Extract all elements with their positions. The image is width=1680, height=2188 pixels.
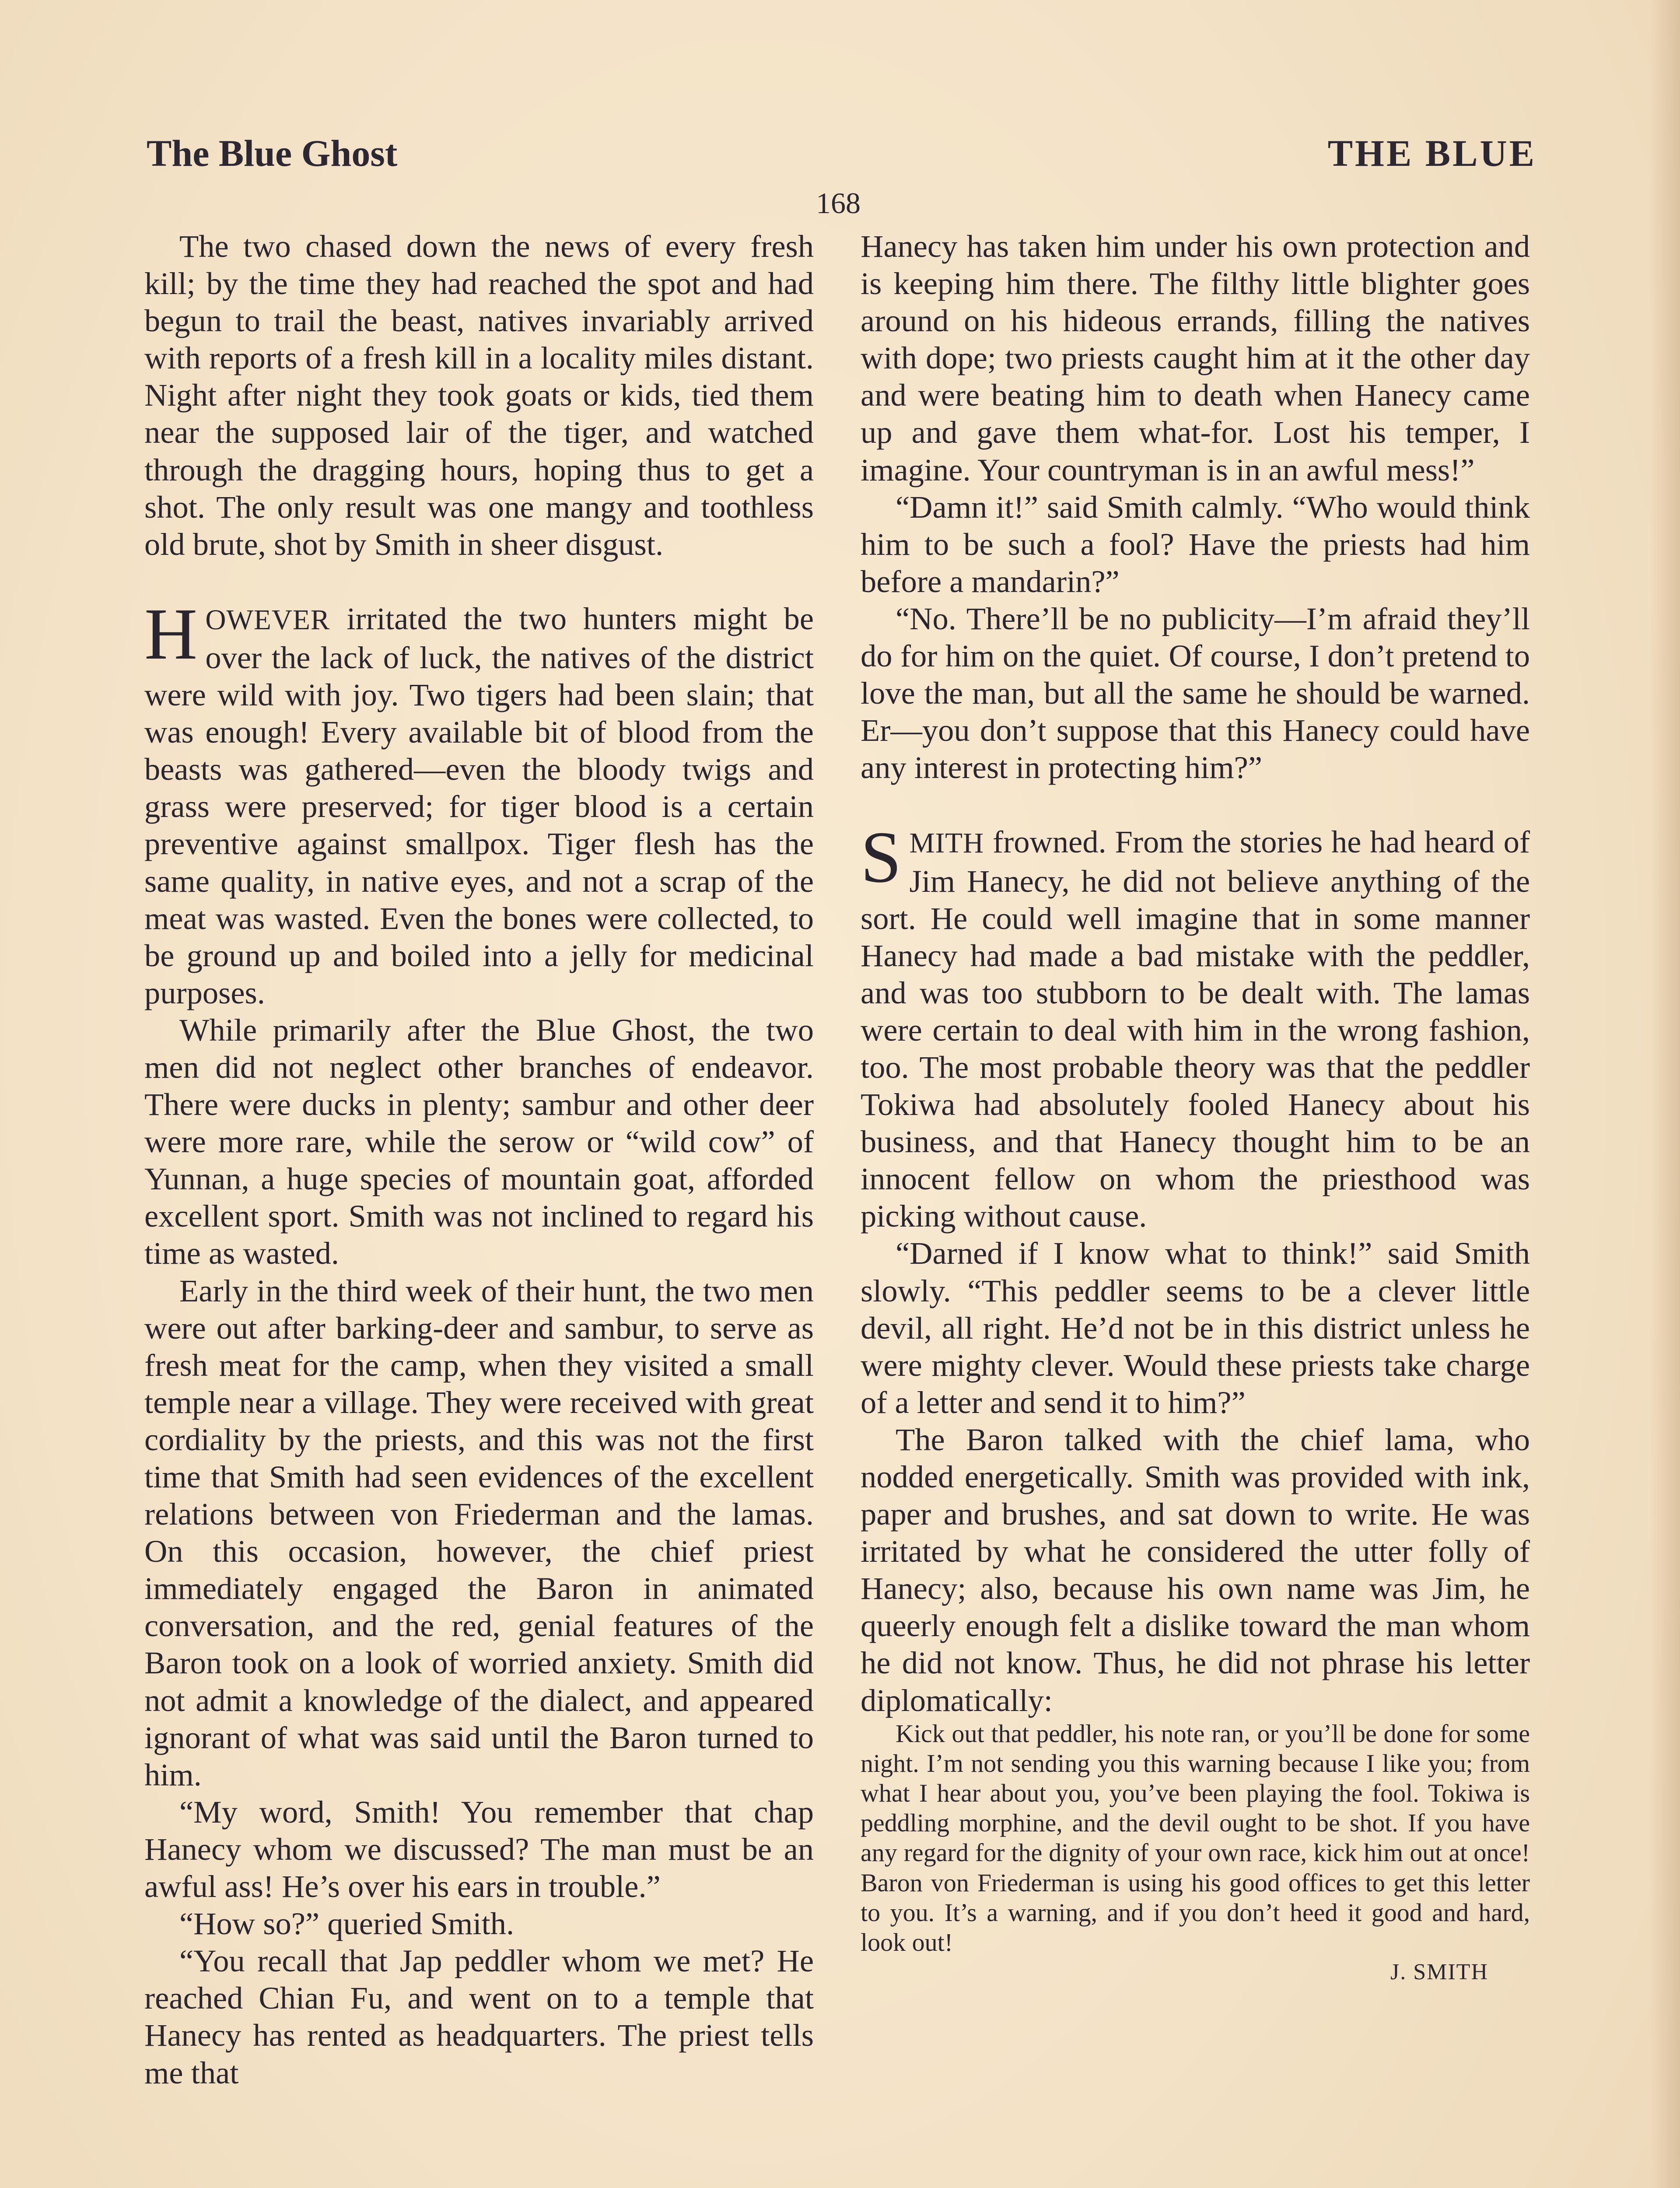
lead-in: MITH xyxy=(909,828,984,859)
right-column xyxy=(861,228,1530,1987)
page-number: 168 xyxy=(816,186,861,220)
running-head-right: THE BLUE xyxy=(1327,132,1536,174)
paragraph: Hanecy has taken him under his own protection and is keeping him there. The filthy little blighter goes around on his hideous errands, filling the natives with dope; two priests caught him at it the other day and were beating him to death when Hanecy came up and gave them what-for. Lost his temper, I imagine. Your countryman is in an awful mess!” xyxy=(861,228,1530,487)
paragraph: “You recall that Jap peddler whom we met? He reached Chian Fu, and went on to a temple that Hanecy has rented as headquarters. The priest tells me that xyxy=(144,1943,814,2090)
paragraph: The Baron talked with the chief lama, who nodded energetically. Smith was provided with ink, paper and brushes, and sat down to write. He was irritated by what he considered the utter folly of Hanecy; also, because his own name was Jim, he queerly enough felt a dislike toward the man whom he did not know. Thus, he did not phrase his letter diplomatically: xyxy=(861,1421,1530,1718)
paragraph: The two chased down the news of every fresh kill; by the time they had reached the spot and had begun to trail the beast, natives invariably arrived with reports of a fresh kill in a locality miles distant. Night after night they took goats or kids, tied them near the supposed lair of the tiger, and watched through the dragging hours, hoping thus to get a shot. The only result was one mangy and toothless old brute, shot by Smith in sheer disgust. xyxy=(144,228,814,562)
paragraph: “No. There’ll be no publicity—I’m afraid they’ll do for him on the quiet. Of course, I don’t pretend to love the man, but all the same he should be warned. Er—you don’t suppose that this Hanecy could have any interest in protecting him?” xyxy=(861,600,1530,785)
left-column xyxy=(144,228,814,2091)
letter-signature: J. SMITH xyxy=(1390,1960,1488,1985)
paragraph-text: frowned. From the stories he had heard of Jim Hanecy, he did not believe anything of the sort. He could well imagine that in some manner Hanecy had made a bad mistake with the peddler, and was too stubborn to be dealt with. The lamas were certain to deal with him in the wrong fashion, too. The most probable theory was that the peddler Tokiwa had absolutely fooled Hanecy about his business, and that Hanecy thought him to be an innocent fellow on whom the priesthood was picking without cause. xyxy=(861,824,1530,1234)
paragraph: “How so?” queried Smith. xyxy=(179,1906,514,1942)
paragraph-text: irritated the two hunters might be over the lack of luck, the natives of the district were wild with joy. Two tigers had been slain; that was enough! Every available bit of blood from the beasts was gathered—even the bloody twigs and grass were preserved; for tiger blood is a certain preventive against smallpox. Tiger flesh has the same quality, in native eyes, and not a scrap of the meat was wasted. Even the bones were collected, to be ground up and boiled into a jelly for medicinal purposes. xyxy=(144,600,814,1010)
paragraph: “Darned if I know what to think!” said Smith slowly. “This peddler seems to be a clever little devil, all right. He’d not be in this district unless he were mighty clever. Would these priests take charge of a letter and send it to him?” xyxy=(861,1235,1530,1420)
lead-in: OWEVER xyxy=(205,604,330,636)
page-edge-shadow xyxy=(1649,0,1680,2188)
paragraph-drop-cap xyxy=(144,593,814,1011)
paragraph: “My word, Smith! You remember that chap Hanecy whom we discussed? The man must be an awful ass! He’s over his ears in trouble.” xyxy=(144,1794,814,1904)
paragraph: Early in the third week of their hunt, the two men were out after barking-deer and sambur, to serve as fresh meat for the camp, when they visited a small temple near a village. They were received with great cordiality by the priests, and this was not the first time that Smith had seen evidences of the excellent relations between von Friederman and the lamas. On this occasion, however, the chief priest immediately engaged the Baron in animated conversation, and the red, genial features of the Baron took on a look of worried anxiety. Smith did not admit a knowledge of the dialect, and appeared ignorant of what was said until the Baron turned to him. xyxy=(144,1273,814,1792)
paragraph-drop-cap xyxy=(861,817,1530,1234)
running-head-left: The Blue Ghost xyxy=(147,132,398,174)
letter-text: Kick out that peddler, his note ran, or you’ll be done for some night. I’m not sending you this warning because I like you; from what I hear about you, you’ve been playing the fool. Tokiwa is peddling morphine, and the devil ought to be shot. If you have any regard for the dignity of your own race, kick him out at once! Baron von Friederman is using his good offices to get this letter to you. It’s a warning, and if you don’t heed it good and hard, look out! xyxy=(861,1719,1530,1957)
drop-cap: H xyxy=(144,593,198,675)
paragraph: “Damn it!” said Smith calmly. “Who would think him to be such a fool? Have the priests had him before a mandarin?” xyxy=(861,489,1530,599)
drop-cap: S xyxy=(861,817,902,898)
paragraph: While primarily after the Blue Ghost, the two men did not neglect other branches of endeavor. There were ducks in plenty; sambur and other deer were more rare, while the serow or “wild cow” of Yunnan, a huge species of mountain goat, afforded excellent sport. Smith was not inclined to regard his time as wasted. xyxy=(144,1012,814,1271)
